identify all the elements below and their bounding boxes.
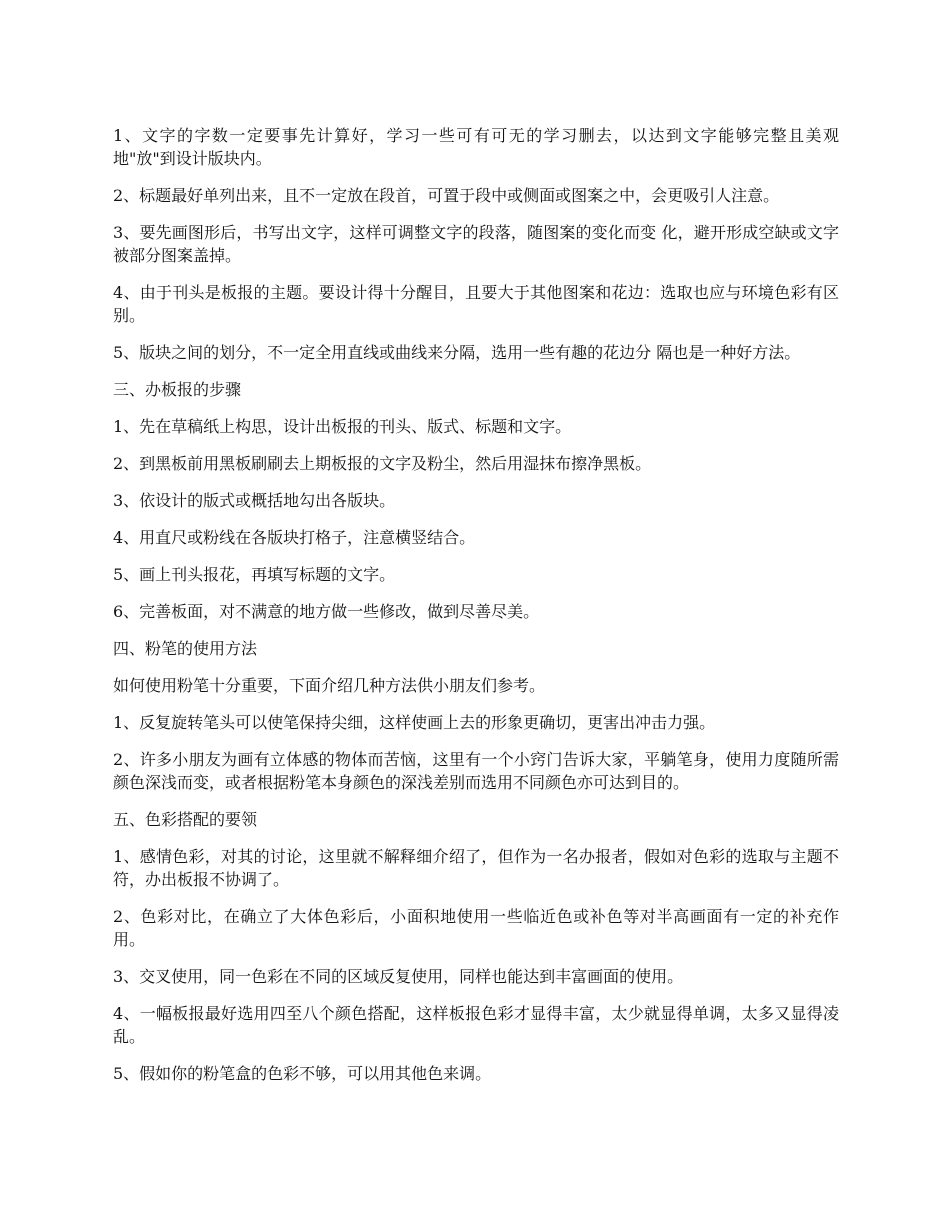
paragraph-12: 6、完善板面，对不满意的地方做一些修改，做到尽善尽美。 <box>113 602 540 621</box>
paragraph-20: 3、交叉使用，同一色彩在不同的区域反复使用，同样也能达到丰富画面的使用。 <box>113 967 684 986</box>
paragraph-4: 4、由于刊头是板报的主题。要设计得十分醒目，且要大于其他图案和花边：选取也应与环境色彩有区别。 <box>113 283 839 325</box>
paragraph-22: 5、假如你的粉笔盒的色彩不够，可以用其他色来调。 <box>113 1064 492 1083</box>
paragraph-21: 4、一幅板报最好选用四至八个颜色搭配，这样板报色彩才显得丰富，太少就显得单调，太多又显得凌乱。 <box>113 1004 839 1046</box>
paragraph-11: 5、画上刊头报花，再填写标题的文字。 <box>113 565 396 584</box>
paragraph-10: 4、用直尺或粉线在各版块打格子，注意横竖结合。 <box>113 528 476 547</box>
paragraph-18: 1、感情色彩，对其的讨论，这里就不解释细介绍了，但作为一名办报者，假如对色彩的选取与主题不符，办出板报不协调了。 <box>113 847 839 889</box>
section-heading-3: 三、办板报的步骤 <box>113 380 242 399</box>
paragraph-7: 1、先在草稿纸上构思，设计出板报的刊头、版式、标题和文字。 <box>113 417 572 436</box>
paragraph-16: 2、许多小朋友为画有立体感的物体而苦恼，这里有一个小窍门告诉大家，平躺笔身，使用力度随所需颜色深浅而变，或者根据粉笔本身颜色的深浅差别而选用不同颜色亦可达到目的。 <box>113 750 839 792</box>
paragraph-5: 5、版块之间的划分，不一定全用直线或曲线来分隔，选用一些有趣的花边分 隔也是一种好方法。 <box>113 343 801 362</box>
section-heading-5: 五、色彩搭配的要领 <box>113 810 258 829</box>
paragraph-19: 2、色彩对比，在确立了大体色彩后，小面积地使用一些临近色或补色等对半高画面有一定的补充作用。 <box>113 907 839 949</box>
paragraph-3: 3、要先画图形后，书写出文字，这样可调整文字的段落，随图案的变化而变 化，避开形成空缺或文字被部分图案盖掉。 <box>113 223 839 265</box>
paragraph-15: 1、反复旋转笔头可以使笔保持尖细，这样使画上去的形象更确切，更害出冲击力强。 <box>113 713 716 732</box>
paragraph-2: 2、标题最好单列出来，且不一定放在段首，可置于段中或侧面或图案之中，会更吸引人注意。 <box>113 186 780 205</box>
paragraph-14: 如何使用粉笔十分重要，下面介绍几种方法供小朋友们参考。 <box>113 676 546 695</box>
paragraph-1: 1、文字的字数一定要事先计算好，学习一些可有可无的学习删去，以达到文字能够完整且美观地"放"到设计版块内。 <box>113 126 839 168</box>
section-heading-4: 四、粉笔的使用方法 <box>113 639 258 658</box>
paragraph-9: 3、依设计的版式或概括地勾出各版块。 <box>113 491 396 510</box>
paragraph-8: 2、到黑板前用黑板刷刷去上期板报的文字及粉尘，然后用湿抹布擦净黑板。 <box>113 454 652 473</box>
document-page <box>113 124 839 1099</box>
